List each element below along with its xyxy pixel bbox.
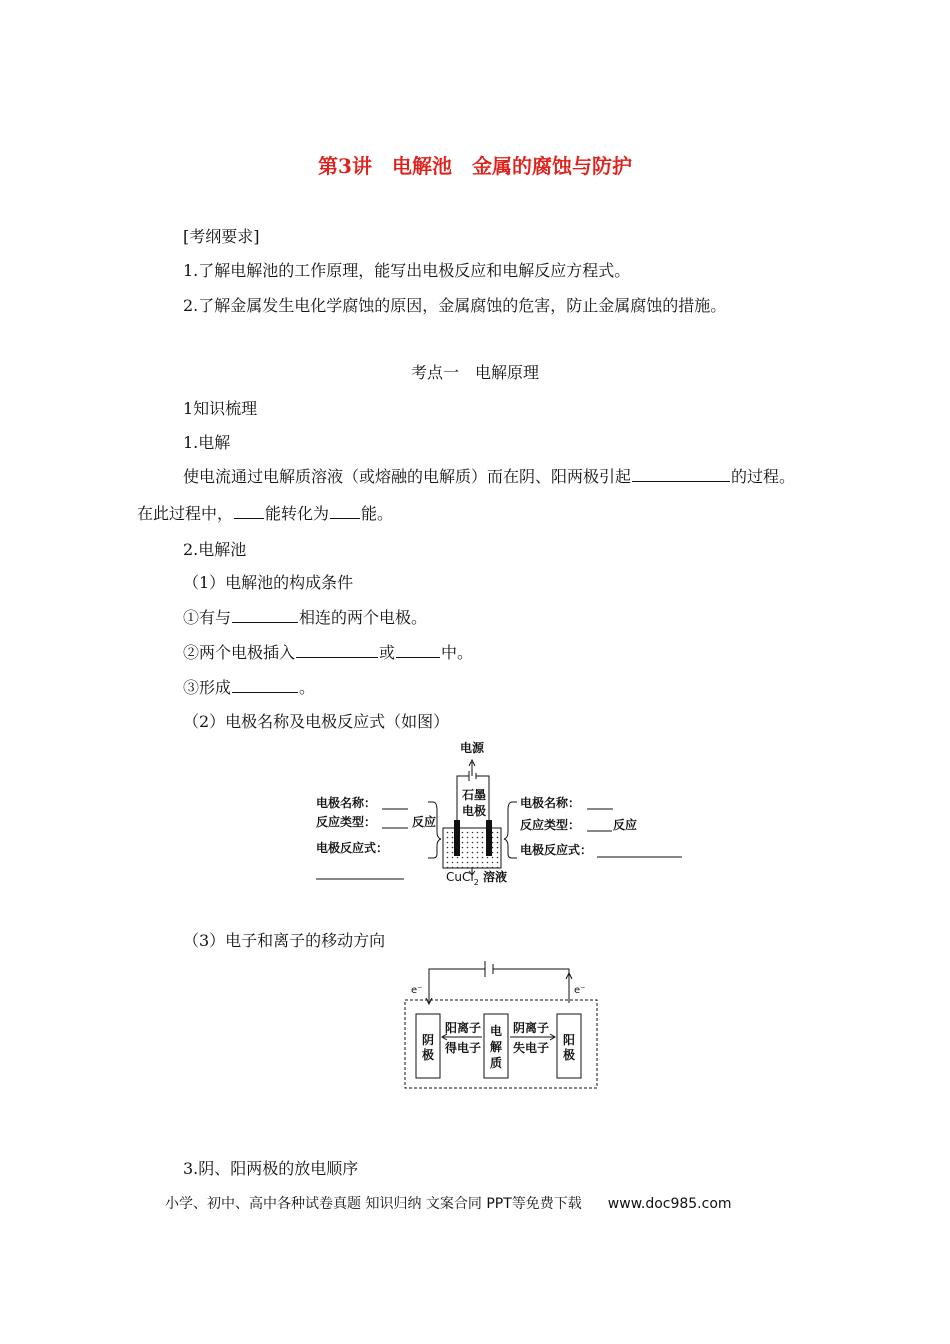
graphite-label: 石墨 <box>462 788 487 802</box>
cathode-label: 极 <box>422 1048 435 1062</box>
text-run: 使电流通过电解质溶液（或熔融的电解质）而在阴、阳两极引起 <box>183 467 632 486</box>
page-footer <box>165 1193 732 1213</box>
power-label: 电源 <box>460 741 485 755</box>
right-graphite-electrode <box>486 820 492 856</box>
footer-link[interactable]: www.doc985.com <box>607 1196 732 1212</box>
right-reaction-type: 反应类型： <box>520 818 581 832</box>
requirements-heading: [考纲要求] <box>183 227 260 246</box>
electrolysis-cell-diagram <box>300 740 700 890</box>
condition-line <box>183 640 473 663</box>
electrolyte-label: 电 <box>490 1024 503 1038</box>
subsection-heading: 3.阴、阳两极的放电顺序 <box>183 1159 359 1178</box>
text-run: 能转化为 <box>265 504 330 523</box>
lose-electron-label: 失电子 <box>513 1041 550 1055</box>
right-electrode-name: 电极名称： <box>520 796 581 810</box>
gain-electron-label: 得电子 <box>445 1041 482 1055</box>
text-run: ③形成 <box>183 678 232 697</box>
anion-label: 阴离子 <box>513 1021 550 1035</box>
requirement-item: 1.了解电解池的工作原理，能写出电极反应和电解反应方程式。 <box>183 261 631 280</box>
electron-ion-diagram <box>400 955 600 1095</box>
anode-label: 阳 <box>563 1033 576 1047</box>
page-title: 第3讲 电解池 金属的腐蚀与防护 <box>318 154 632 178</box>
electrolyte-label: 解 <box>490 1040 503 1054</box>
left-electrode-name: 电极名称： <box>316 796 377 810</box>
electrolyte-label: 质 <box>490 1056 503 1070</box>
paragraph-line <box>183 464 795 487</box>
text-run: 的过程。 <box>731 467 796 486</box>
right-equation-label: 电极反应式： <box>520 843 593 857</box>
footer-text: 小学、初中、高中各种试卷真题 知识归纳 文案合同 PPT等免费下载 <box>165 1196 582 1212</box>
text-run: 能。 <box>361 504 394 523</box>
answer-blank <box>234 504 264 519</box>
answer-blank <box>232 678 298 693</box>
answer-blank <box>396 643 440 658</box>
anode-label: 极 <box>563 1048 576 1062</box>
text-run: 。 <box>299 678 316 697</box>
sub-heading: （3）电子和离子的移动方向 <box>183 931 386 950</box>
answer-blank <box>296 643 378 658</box>
electron-label: e⁻ <box>574 985 586 996</box>
text-run: ②两个电极插入 <box>183 643 296 662</box>
graphite-label: 电极 <box>462 804 487 818</box>
sub-heading: （1）电解池的构成条件 <box>183 573 354 592</box>
paragraph-line <box>137 501 393 524</box>
right-reaction-suffix: 反应 <box>613 818 638 832</box>
cation-label: 阳离子 <box>445 1021 482 1035</box>
answer-blank <box>330 504 360 519</box>
subsection-heading: 2.电解池 <box>183 540 247 559</box>
text-run: 在此过程中， <box>137 504 234 523</box>
text-run: 相连的两个电极。 <box>299 608 428 627</box>
section-heading: 考点一 电解原理 <box>410 363 539 382</box>
condition-line <box>183 675 315 698</box>
solution-label: CuCl$_2$ 溶液 <box>446 870 507 887</box>
text-run: 中。 <box>441 643 474 662</box>
text-run: ①有与 <box>183 608 232 627</box>
solution-beaker <box>443 828 501 868</box>
left-graphite-electrode <box>454 820 460 856</box>
left-reaction-suffix: 反应 <box>412 815 437 829</box>
cathode-label: 阴 <box>422 1033 435 1047</box>
electron-label: e⁻ <box>411 985 423 996</box>
text-run: 或 <box>379 643 396 662</box>
sub-heading: （2）电极名称及电极反应式（如图） <box>183 712 450 731</box>
answer-blank <box>632 467 730 482</box>
condition-line <box>183 605 427 628</box>
subsection-heading: 1.电解 <box>183 433 231 452</box>
knowledge-heading: 1知识梳理 <box>183 399 258 418</box>
requirement-item: 2.了解金属发生电化学腐蚀的原因，金属腐蚀的危害，防止金属腐蚀的措施。 <box>183 296 727 315</box>
left-reaction-type: 反应类型： <box>316 815 377 829</box>
answer-blank <box>232 608 298 623</box>
left-equation-label: 电极反应式： <box>316 841 389 855</box>
